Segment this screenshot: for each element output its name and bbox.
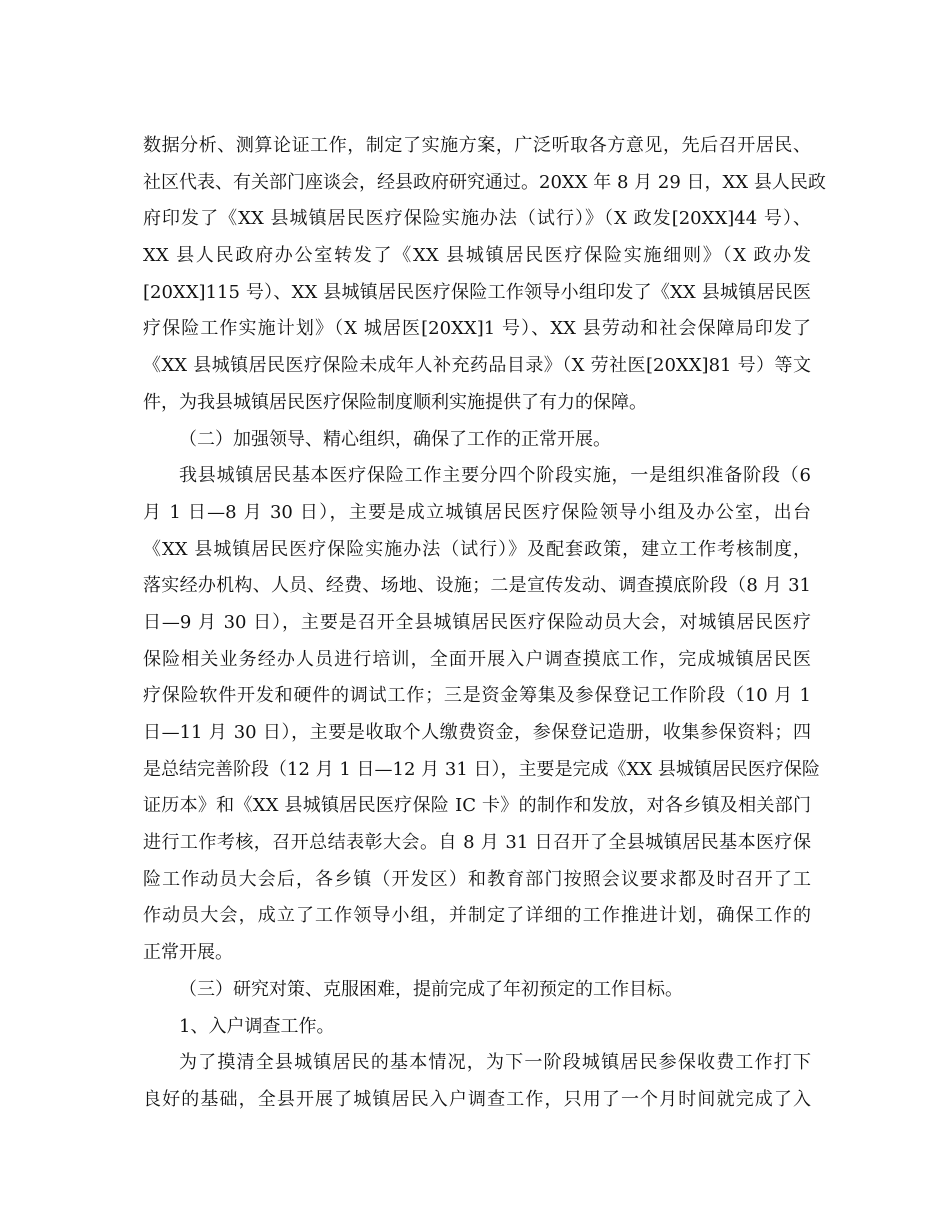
document-page [143,128,826,1119]
text-line: 作动员大会，成立了工作领导小组，并制定了详细的工作推进计划，确保工作的 [143,905,811,927]
text-line: 为了摸清全县城镇居民的基本情况，为下一阶段城镇居民参保收费工作打下 [179,1052,811,1074]
text-line: 日—9 月 30 日），主要是召开全县城镇居民医疗保险动员大会，对城镇居民医疗 [143,611,811,633]
text-line: 日—11 月 30 日），主要是收取个人缴费资金，参保登记造册，收集参保资料；四 [143,722,811,743]
text-line: 件，为我县城镇居民医疗保险制度顺利实施提供了有力的保障。 [143,391,647,413]
text-line: 数据分析、测算论证工作，制定了实施方案，广泛听取各方意见，先后召开居民、 [143,135,811,156]
text-line: 进行工作考核，召开总结表彰大会。自 8 月 31 日召开了全县城镇居民基本医疗保 [143,832,811,854]
text-line: 月 1 日—8 月 30 日），主要是成立城镇居民医疗保险领导小组及办公室，出台 [143,501,811,523]
text-line: [20XX]115 号）、XX 县城镇居民医疗保险工作领导小组印发了《XX 县城镇居民医 [143,281,811,303]
text-line: 落实经办机构、人员、经费、场地、设施；二是宣传发动、调查摸底阶段（8 月 31 [143,575,811,597]
text-line: 正常开展。 [143,942,233,964]
text-line: 我县城镇居民基本医疗保险工作主要分四个阶段实施，一是组织准备阶段（6 [179,465,811,487]
text-line: 良好的基础，全县开展了城镇居民入户调查工作，只用了一个月时间就完成了入 [143,1088,811,1110]
text-line: XX 县人民政府办公室转发了《XX 县城镇居民医疗保险实施细则》（X 政办发 [143,245,811,267]
text-line: （三）研究对策、克服困难，提前完成了年初预定的工作目标。 [179,978,683,1000]
text-line: 《XX 县城镇居民医疗保险实施办法（试行）》及配套政策，建立工作考核制度， [143,538,811,560]
text-line: 《XX 县城镇居民医疗保险未成年人补充药品目录》（X 劳社医[20XX]81 号）等文 [143,355,811,377]
text-line: 1、入户调查工作。 [179,1015,335,1037]
text-line: 险工作动员大会后，各乡镇（开发区）和教育部门按照会议要求都及时召开了工 [143,868,811,890]
text-line: 保险相关业务经办人员进行培训，全面开展入户调查摸底工作，完成城镇居民医 [143,648,811,670]
text-line: 社区代表、有关部门座谈会，经县政府研究通过。20XX 年 8 月 29 日，XX 县人民政 [143,171,826,193]
text-line: 疗保险工作实施计划》（X 城居医[20XX]1 号）、XX 县劳动和社会保障局印发了 [143,318,811,340]
text-line: 府印发了《XX 县城镇居民医疗保险实施办法（试行）》（X 政发[20XX]44 号）、 [143,208,811,230]
text-line: 是总结完善阶段（12 月 1 日—12 月 31 日），主要是完成《XX 县城镇居民医疗保险 [143,758,820,780]
text-line: （二）加强领导、精心组织，确保了工作的正常开展。 [179,428,611,450]
text-line: 疗保险软件开发和硬件的调试工作；三是资金筹集及参保登记工作阶段（10 月 1 [143,685,811,707]
text-line: 证历本》和《XX 县城镇居民医疗保险 IC 卡》的制作和发放，对各乡镇及相关部门 [143,795,811,817]
